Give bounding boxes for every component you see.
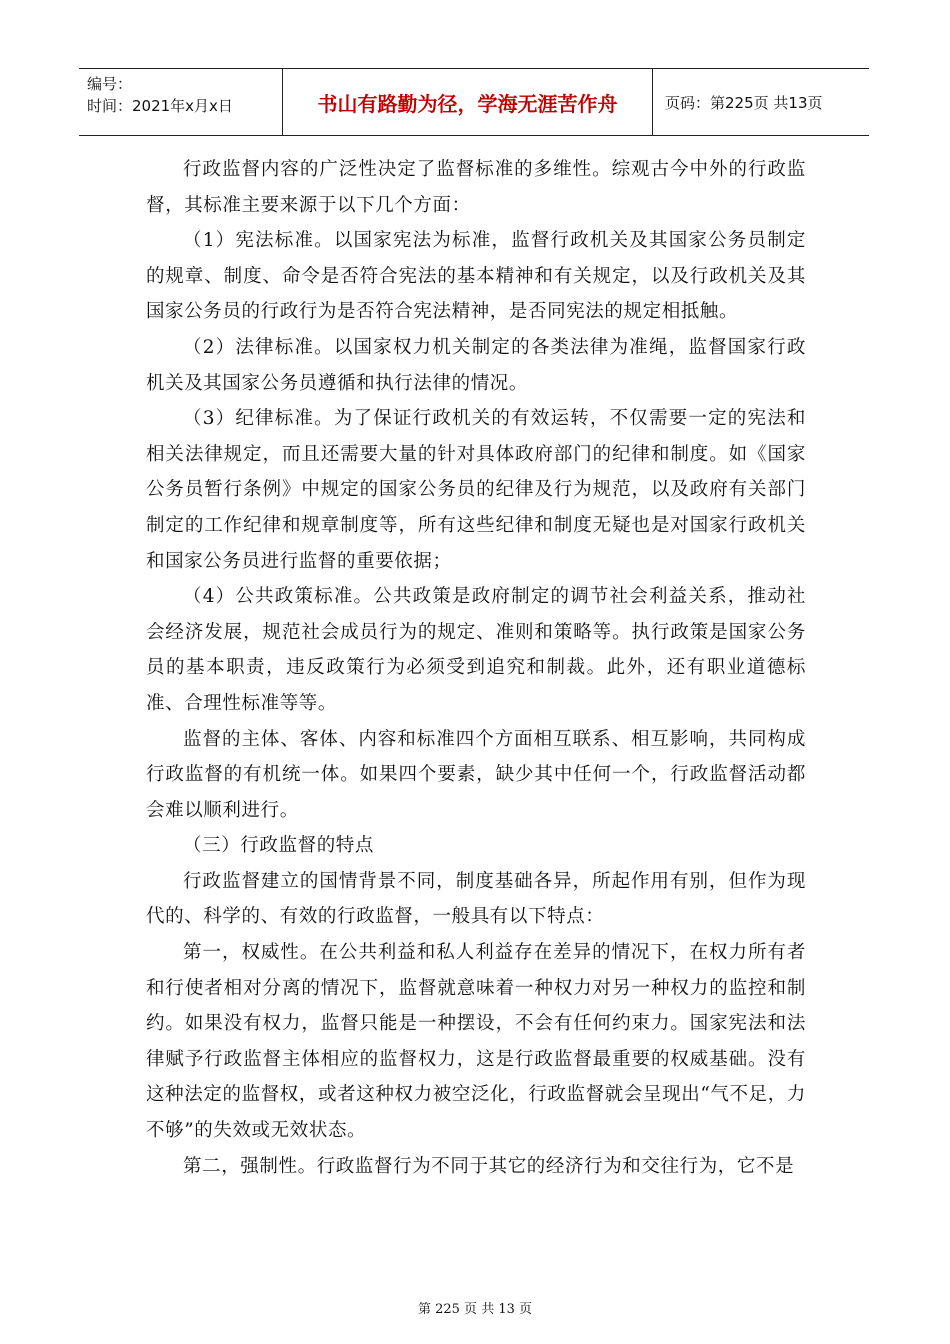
page-header <box>79 68 869 136</box>
header-motto: 书山有路勤为径，学海无涯苦作舟 <box>283 69 653 135</box>
paragraph: （2）法律标准。以国家权力机关制定的各类法律为准绳，监督国家行政机关及其国家公务员遵循和执行法律的情况。 <box>146 336 806 394</box>
header-meta <box>79 69 283 135</box>
paragraph: （1）宪法标准。以国家宪法为标准，监督行政机关及其国家公务员制定的规章、制度、命令是否符合宪法的基本精神和有关规定，以及行政机关及其国家公务员的行政行为是否符合宪法精神，是否同宪法的规定相抵触。 <box>146 230 806 323</box>
paragraph: 第二，强制性。行政监督行为不同于其它的经济行为和交往行为，它不是 <box>183 1155 795 1177</box>
paragraph: （3）纪律标准。为了保证行政机关的有效运转，不仅需要一定的宪法和相关法律规定，而且还需要大量的针对具体政府部门的纪律和制度。如《国家公务员暂行条例》中规定的国家公务员的纪律及行为规范，以及政府有关部门制定的工作纪律和规章制度等，所有这些纪律和制度无疑也是对国家行政机关和国家公务员进行监督的重要依据； <box>146 408 806 572</box>
document-number: 编号： <box>87 75 133 93</box>
paragraph: （4）公共政策标准。公共政策是政府制定的调节社会利益关系，推动社会经济发展，规范社会成员行为的规定、准则和策略等。执行政策是国家公务员的基本职责，违反政策行为必须受到追究和制裁。此外，还有职业道德标准、合理性标准等等。 <box>146 586 806 714</box>
document-body <box>146 152 806 1184</box>
page-footer: 第 225 页 共 13 页 <box>417 1302 533 1317</box>
document-date: 时间：2021年x月x日 <box>87 97 233 115</box>
header-page-code: 页码：第225页 共13页 <box>665 93 823 112</box>
paragraph: 第一，权威性。在公共利益和私人利益存在差异的情况下，在权力所有者和行使者相对分离的情况下，监督就意味着一种权力对另一种权力的监控和制约。如果没有权力，监督只能是一种摆设，不会有任何约束力。国家宪法和法律赋予行政监督主体相应的监督权力，这是行政监督最重要的权威基础。没有这种法定的监督权，或者这种权力被空泛化，行政监督就会呈现出“气不足，力不够”的失效或无效状态。 <box>146 942 806 1142</box>
paragraph: 行政监督建立的国情背景不同，制度基础各异，所起作用有别，但作为现代的、科学的、有效的行政监督，一般具有以下特点： <box>146 870 806 928</box>
paragraph: 监督的主体、客体、内容和标准四个方面相互联系、相互影响，共同构成行政监督的有机统一体。如果四个要素，缺少其中任何一个，行政监督活动都会难以顺利进行。 <box>146 728 806 821</box>
section-heading: （三）行政监督的特点 <box>183 835 375 857</box>
paragraph: 行政监督内容的广泛性决定了监督标准的多维性。综观古今中外的行政监督，其标准主要来源于以下几个方面： <box>146 159 806 216</box>
